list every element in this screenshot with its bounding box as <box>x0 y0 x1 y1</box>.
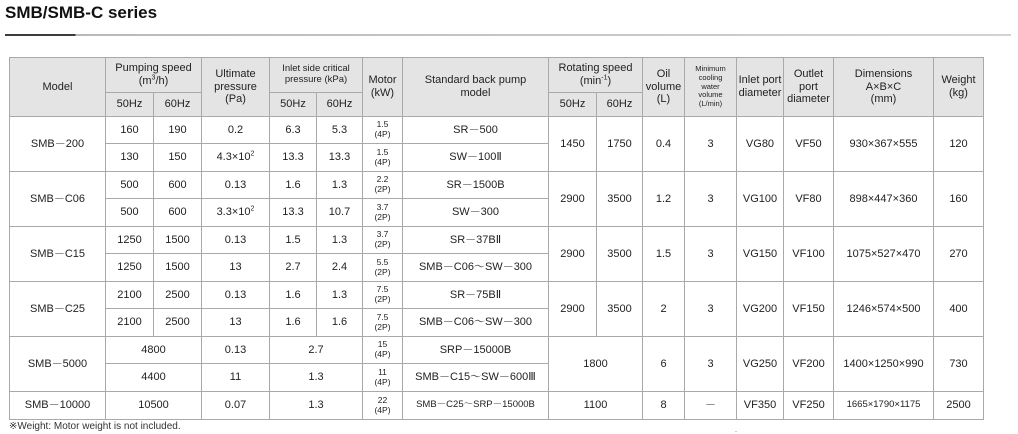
oil-cell: 1.2 <box>643 172 685 227</box>
inlet-port-cell: VG80 <box>737 117 784 172</box>
dimensions-cell: 1400×1250×990 <box>834 337 934 392</box>
weight-cell: 730 <box>934 337 984 392</box>
header-outlet-port: Outlet port diameter <box>784 58 834 117</box>
header-crit-60hz: 60Hz <box>317 93 363 117</box>
outlet-port-cell: VF50 <box>784 117 834 172</box>
model-cell: SMB－5000 <box>10 337 106 392</box>
crit-60hz-cell: 10.7 <box>317 199 363 227</box>
ultimate-cell: $4.3\times 10^2$ <box>202 144 270 172</box>
crit-cell: 2.7 <box>270 337 363 364</box>
table-row <box>10 117 984 144</box>
pump-50hz-cell: 160 <box>106 117 154 144</box>
crit-60hz-cell: 13.3 <box>317 144 363 172</box>
inlet-port-cell: VG200 <box>737 282 784 337</box>
crit-50hz-cell: 1.6 <box>270 309 317 337</box>
stray-dot <box>735 431 737 432</box>
oil-cell: 2 <box>643 282 685 337</box>
inlet-port-cell: VG250 <box>737 337 784 392</box>
back-pump-cell: SMB－C06～SW－300 <box>403 309 549 337</box>
motor-cell: 7.5 (2P) <box>363 309 403 337</box>
pump-50hz-cell: 1250 <box>106 227 154 254</box>
ultimate-cell: 0.2 <box>202 117 270 144</box>
cooling-cell: 3 <box>685 227 737 282</box>
pump-60hz-cell: 2500 <box>154 309 202 337</box>
weight-cell: 2500 <box>934 392 984 420</box>
table-row <box>10 392 984 420</box>
pump-60hz-cell: 190 <box>154 117 202 144</box>
crit-50hz-cell: 1.6 <box>270 282 317 309</box>
weight-cell: 120 <box>934 117 984 172</box>
rot-60hz-cell: 3500 <box>597 227 643 282</box>
back-pump-cell: SRP－15000B <box>403 337 549 364</box>
crit-60hz-cell: 1.6 <box>317 309 363 337</box>
oil-cell: 6 <box>643 337 685 392</box>
pump-50hz-cell: 2100 <box>106 282 154 309</box>
dimensions-cell: 1246×574×500 <box>834 282 934 337</box>
header-pumping-speed: Pumping speed $(m^3/h)$ <box>106 58 202 93</box>
dimensions-cell: 1665×1790×1175 <box>834 392 934 420</box>
header-pump-60hz: 60Hz <box>154 93 202 117</box>
ultimate-cell: 0.13 <box>202 172 270 199</box>
header-rot-50hz: 50Hz <box>549 93 597 117</box>
table-row <box>10 172 984 199</box>
motor-cell: 5.5 (2P) <box>363 254 403 282</box>
crit-60hz-cell: 5.3 <box>317 117 363 144</box>
rot-50hz-cell: 2900 <box>549 227 597 282</box>
ultimate-cell: 13 <box>202 254 270 282</box>
header-dimensions: Dimensions A×B×C (mm) <box>834 58 934 117</box>
pump-cell: 4400 <box>106 364 202 392</box>
header-rotating-speed: Rotating speed $(\min^{-1})$ <box>549 58 643 93</box>
outlet-port-cell: VF150 <box>784 282 834 337</box>
pump-50hz-cell: 2100 <box>106 309 154 337</box>
rot-50hz-cell: 2900 <box>549 172 597 227</box>
back-pump-cell: SMB－C25～SRP－15000B <box>403 392 549 420</box>
ultimate-cell: 0.07 <box>202 392 270 420</box>
back-pump-cell: SR－37BⅡ <box>403 227 549 254</box>
pump-60hz-cell: 600 <box>154 172 202 199</box>
crit-cell: 1.3 <box>270 364 363 392</box>
header-back-pump: Standard back pump model <box>403 58 549 117</box>
motor-cell: 11 (4P) <box>363 364 403 392</box>
model-cell: SMB－C15 <box>10 227 106 282</box>
motor-cell: 1.5 (4P) <box>363 117 403 144</box>
inlet-port-cell: VF350 <box>737 392 784 420</box>
dimensions-cell: 1075×527×470 <box>834 227 934 282</box>
crit-60hz-cell: 1.3 <box>317 282 363 309</box>
ultimate-cell: 11 <box>202 364 270 392</box>
rot-60hz-cell: 3500 <box>597 172 643 227</box>
cooling-cell: 3 <box>685 337 737 392</box>
rot-50hz-cell: 2900 <box>549 282 597 337</box>
pump-60hz-cell: 600 <box>154 199 202 227</box>
pump-cell: 10500 <box>106 392 202 420</box>
weight-cell: 400 <box>934 282 984 337</box>
back-pump-cell: SR－75BⅡ <box>403 282 549 309</box>
motor-cell: 1.5 (4P) <box>363 144 403 172</box>
back-pump-cell: SR－500 <box>403 117 549 144</box>
oil-cell: 1.5 <box>643 227 685 282</box>
model-cell: SMB－200 <box>10 117 106 172</box>
crit-50hz-cell: 1.5 <box>270 227 317 254</box>
outlet-port-cell: VF100 <box>784 227 834 282</box>
outlet-port-cell: VF80 <box>784 172 834 227</box>
header-inlet-port: Inlet port diameter <box>737 58 784 117</box>
header-row <box>10 58 984 93</box>
crit-50hz-cell: 1.6 <box>270 172 317 199</box>
motor-cell: 3.7 (2P) <box>363 227 403 254</box>
ultimate-cell: 0.13 <box>202 282 270 309</box>
rot-50hz-cell: 1450 <box>549 117 597 172</box>
crit-60hz-cell: 1.3 <box>317 227 363 254</box>
header-oil-volume: Oil volume (L) <box>643 58 685 117</box>
header-weight: Weight (kg) <box>934 58 984 117</box>
pump-50hz-cell: 500 <box>106 199 154 227</box>
motor-cell: 7.5 (2P) <box>363 282 403 309</box>
header-crit-50hz: 50Hz <box>270 93 317 117</box>
outlet-port-cell: VF200 <box>784 337 834 392</box>
spec-table <box>9 57 984 420</box>
weight-cell: 160 <box>934 172 984 227</box>
crit-50hz-cell: 2.7 <box>270 254 317 282</box>
header-model: Model <box>10 58 106 117</box>
header-pump-50hz: 50Hz <box>106 93 154 117</box>
pump-cell: 4800 <box>106 337 202 364</box>
table-row <box>10 227 984 254</box>
pump-50hz-cell: 1250 <box>106 254 154 282</box>
crit-50hz-cell: 13.3 <box>270 144 317 172</box>
back-pump-cell: SMB－C15～SW－600Ⅲ <box>403 364 549 392</box>
crit-50hz-cell: 6.3 <box>270 117 317 144</box>
ultimate-cell: $3.3\times 10^2$ <box>202 199 270 227</box>
header-rot-60hz: 60Hz <box>597 93 643 117</box>
pump-60hz-cell: 1500 <box>154 227 202 254</box>
back-pump-cell: SW－300 <box>403 199 549 227</box>
dimensions-cell: 930×367×555 <box>834 117 934 172</box>
model-cell: SMB－C25 <box>10 282 106 337</box>
back-pump-cell: SMB－C06～SW－300 <box>403 254 549 282</box>
rot-60hz-cell: 3500 <box>597 282 643 337</box>
motor-cell: 22 (4P) <box>363 392 403 420</box>
cooling-cell: 3 <box>685 282 737 337</box>
header-inlet-critical: Inlet side critical pressure (kPa) <box>270 58 363 93</box>
ultimate-cell: 0.13 <box>202 227 270 254</box>
model-cell: SMB－10000 <box>10 392 106 420</box>
table-row <box>10 337 984 364</box>
oil-cell: 8 <box>643 392 685 420</box>
cooling-cell: － <box>685 392 737 420</box>
pump-50hz-cell: 500 <box>106 172 154 199</box>
header-ultimate-pressure: Ultimate pressure (Pa) <box>202 58 270 117</box>
crit-60hz-cell: 2.4 <box>317 254 363 282</box>
motor-cell: 3.7 (2P) <box>363 199 403 227</box>
rot-cell: 1100 <box>549 392 643 420</box>
dimensions-cell: 898×447×360 <box>834 172 934 227</box>
ultimate-cell: 0.13 <box>202 337 270 364</box>
footnote: ※Weight: Motor weight is not included. <box>9 421 181 432</box>
cooling-cell: 3 <box>685 117 737 172</box>
cooling-cell: 3 <box>685 172 737 227</box>
ultimate-cell: 13 <box>202 309 270 337</box>
pump-60hz-cell: 1500 <box>154 254 202 282</box>
back-pump-cell: SW－100Ⅱ <box>403 144 549 172</box>
pump-60hz-cell: 2500 <box>154 282 202 309</box>
oil-cell: 0.4 <box>643 117 685 172</box>
weight-cell: 270 <box>934 227 984 282</box>
title-underline <box>5 34 1011 36</box>
rot-60hz-cell: 1750 <box>597 117 643 172</box>
page-title: SMB/SMB-C series <box>5 3 158 22</box>
back-pump-cell: SR－1500B <box>403 172 549 199</box>
motor-cell: 2.2 (2P) <box>363 172 403 199</box>
pump-50hz-cell: 130 <box>106 144 154 172</box>
table-row <box>10 282 984 309</box>
pump-60hz-cell: 150 <box>154 144 202 172</box>
rot-cell: 1800 <box>549 337 643 392</box>
header-motor: Motor (kW) <box>363 58 403 117</box>
inlet-port-cell: VG150 <box>737 227 784 282</box>
crit-60hz-cell: 1.3 <box>317 172 363 199</box>
crit-cell: 1.3 <box>270 392 363 420</box>
motor-cell: 15 (4P) <box>363 337 403 364</box>
outlet-port-cell: VF250 <box>784 392 834 420</box>
model-cell: SMB－C06 <box>10 172 106 227</box>
inlet-port-cell: VG100 <box>737 172 784 227</box>
header-cooling-water: Minimum cooling water volume (L/min) <box>685 58 737 117</box>
crit-50hz-cell: 13.3 <box>270 199 317 227</box>
